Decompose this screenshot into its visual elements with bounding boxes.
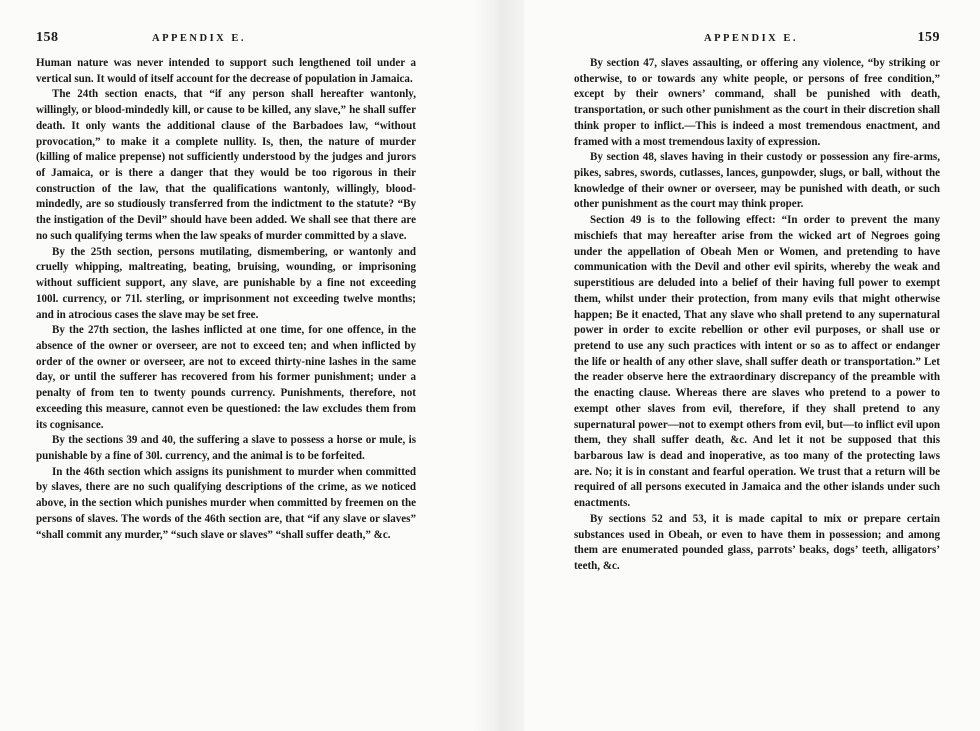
- right-paragraph: Section 49 is to the following effect: “In order to prevent the many mischiefs that may hereafter arise from the wicked art of Negroes going under the appellation of Obeah Men or Women, and pretending to have communication with the Devil and other evil spirits, whereby the weak and superstitious are deluded into a belief of their having full power to exempt them, whilst under their protection, from many evils that might otherwise happen; Be it enacted, That any slave who shall pretend to any supernatural power in order to excite rebellion or other evil purposes, or shall use or pretend to use any such practices with intent or so as to affect or endanger the life or health of any other slave, shall suffer death or transportation.” Let the reader observe here the extraordinary discrepancy of the preamble with the enacting clause. Whereas there are slaves who pretend to a power to exempt other slaves from evil, therefore, if they shall pretend to any supernatural power—not to exempt others from evil, but—to inflict evil upon them, they shall suffer death, &c. And let it not be supposed that this barbarous law is dead and inoperative, as too many of the protecting laws are. No; it is in constant and fearful operation. We trust that a return will be required of all persons executed in Jamaica and the other islands under such enactments.: [574, 214, 940, 510]
- right-body-text: [574, 56, 940, 575]
- right-running-head: [574, 30, 940, 50]
- right-page: [574, 30, 940, 575]
- right-header-title: APPENDIX E.: [704, 33, 799, 44]
- right-paragraph: By sections 52 and 53, it is made capital to mix or prepare certain substances used in Obeah, or even to have them in possession; and among them are enumerated pounded glass, parrots’ beaks, dogs’ teeth, alligators’ teeth, &c.: [574, 512, 940, 572]
- left-paragraph: The 24th section enacts, that “if any person shall hereafter wantonly, willingly, or blood-mindedly kill, or cause to be killed, any slave,” he shall suffer death. It only wants the additional clause of the Barbadoes law, “without provocation,” to make it a complete nullity. Is, then, the nature of murder (killing of malice prepense) not sufficiently understood by the judges and jurors of Jamaica, or is there a danger that they would be too rigorous in their construction of the law, that the qualifications wantonly, willingly, blood-mindedly, are so studiously transferred from the indictment to the statute? “By the instigation of the Devil” should have been added. We shall see that there are no such qualifying terms when the law speaks of murder committed by a slave.: [36, 88, 416, 242]
- left-page: [36, 30, 416, 543]
- right-paragraph: By section 48, slaves having in their custody or possession any fire-arms, pikes, sabres, swords, cutlasses, lances, gunpowder, slugs, or ball, without the knowledge of their owner or overseer, may be punished with death, or such other punishment as the court may think proper.: [574, 151, 940, 211]
- left-paragraph: By the 27th section, the lashes inflicted at one time, for one offence, in the absence of the owner or overseer, are not to exceed ten; and when inflicted by order of the owner or overseer, are not to exceed thirty-nine lashes in the same day, or until the sufferer has recovered from his former punishment; under a penalty of from ten to twenty pounds currency. Punishments, therefore, not exceeding this measure, cannot even be questioned: the law excludes them from its cognisance.: [36, 324, 416, 431]
- left-page-number: 158: [36, 30, 59, 45]
- left-header-title: APPENDIX E.: [151, 33, 246, 44]
- left-paragraph: In the 46th section which assigns its punishment to murder when committed by slaves, there are no such qualifying descriptions of the crime, as we noticed above, in the section which punishes murder when committed by freemen on the persons of slaves. The words of the 46th section are, that “if any slave or slaves” “shall commit any murder,” “such slave or slaves” “shall suffer death,” &c.: [36, 465, 416, 541]
- right-paragraph: By section 47, slaves assaulting, or offering any violence, “by striking or otherwise, to or towards any white people, or persons of free condition,” except by their owners’ command, shall be punished with death, transportation, or such other punishment as the court in their discretion shall think proper to inflict.—This is indeed a most tremendous enactment, and framed with a most tremendous laxity of expression.: [574, 57, 940, 148]
- left-body-text: [36, 56, 416, 543]
- left-paragraph: By the 25th section, persons mutilating, dismembering, or wantonly and cruelly whipping, maltreating, beating, bruising, wounding, or imprisoning without sufficient support, any slave, are punishable by a fine not exceeding 100l. currency, or 71l. sterling, or imprisonment not exceeding twelve months; and in atrocious cases the slave may be set free.: [36, 245, 416, 321]
- left-paragraph: By the sections 39 and 40, the suffering a slave to possess a horse or mule, is punishable by a fine of 30l. currency, and the animal is to be forfeited.: [36, 434, 416, 462]
- right-page-number: 159: [917, 30, 940, 45]
- book-gutter: [474, 0, 524, 731]
- left-paragraph: Human nature was never intended to support such lengthened toil under a vertical sun. It would of itself account for the decrease of population in Jamaica.: [36, 57, 416, 85]
- left-running-head: [36, 30, 416, 50]
